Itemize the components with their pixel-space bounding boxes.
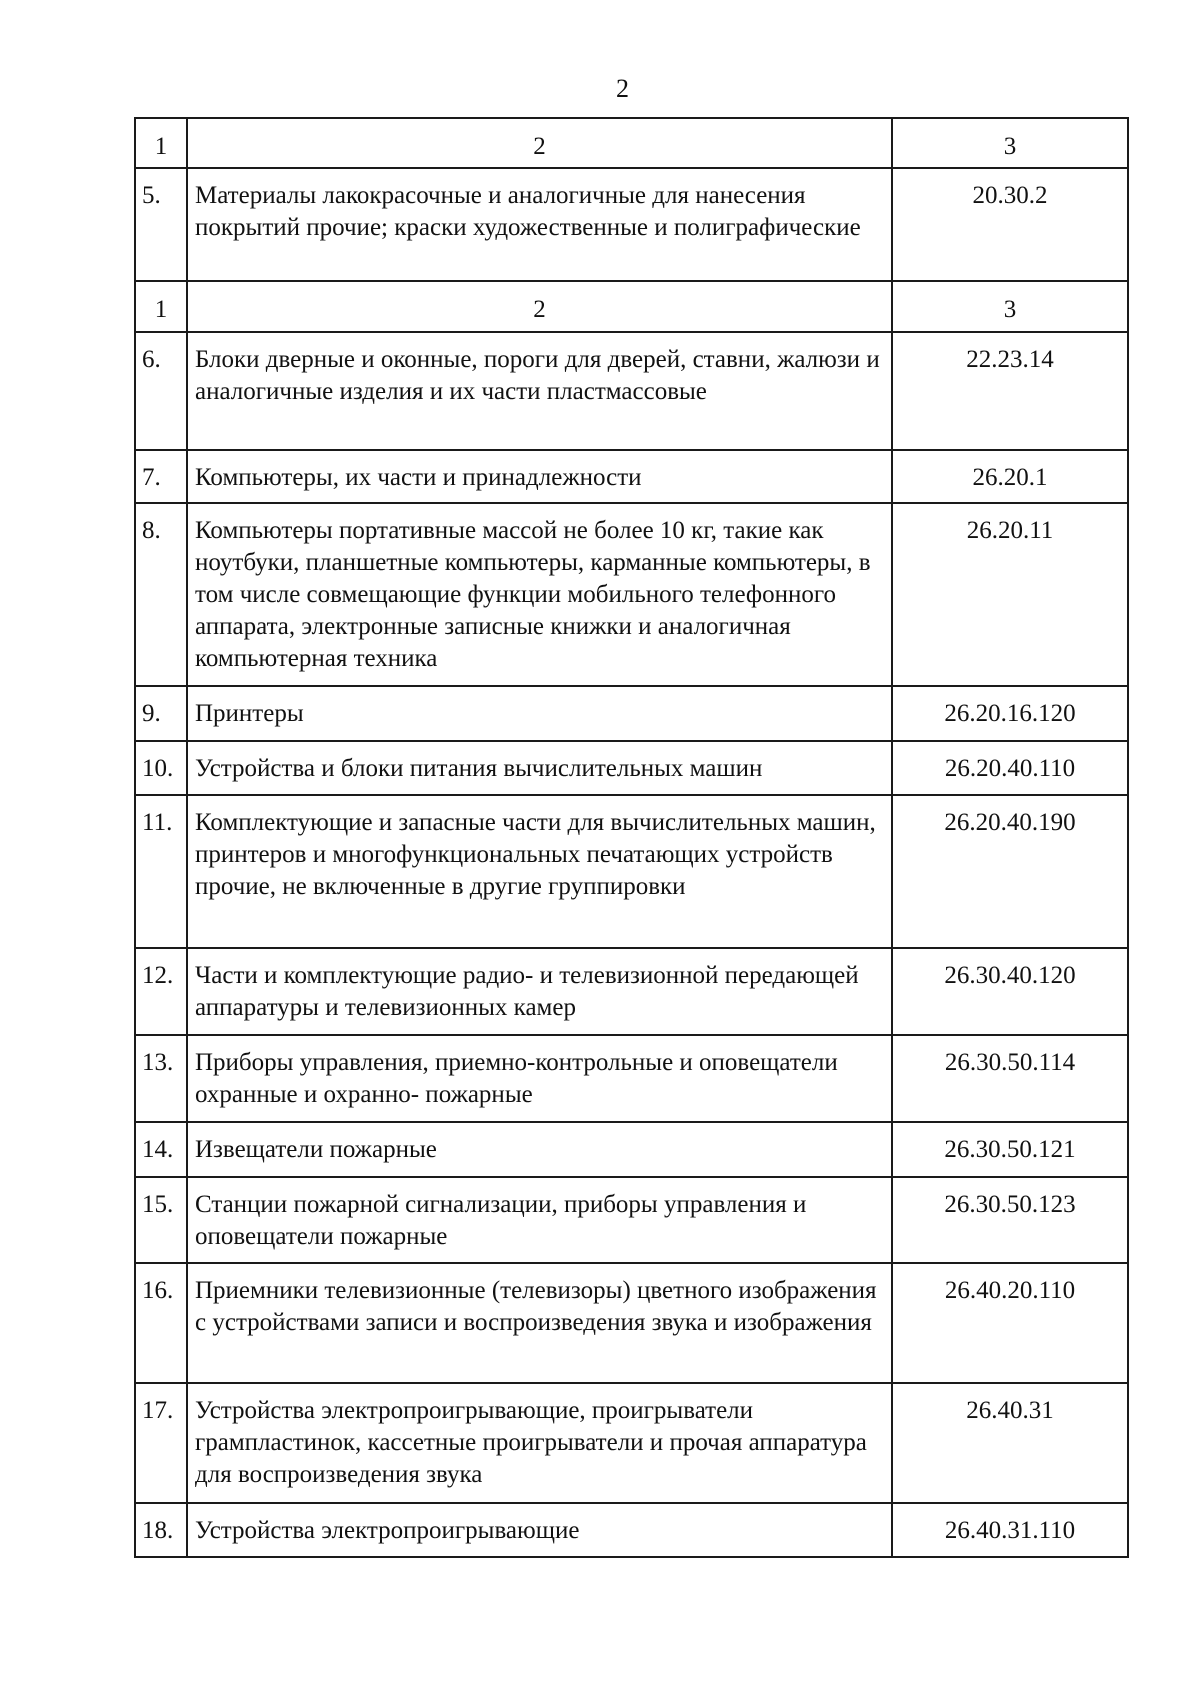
table-row <box>135 795 1128 948</box>
row-name: Устройства и блоки питания вычислительных машин <box>187 741 892 795</box>
page-number: 2 <box>616 74 629 103</box>
row-number: 14. <box>135 1122 187 1177</box>
header-cell-code: 3 <box>892 118 1128 168</box>
table-row <box>135 686 1128 741</box>
row-number: 13. <box>135 1035 187 1122</box>
row-name: Приборы управления, приемно-контрольные и оповещатели охранные и охранно- пожарные <box>187 1035 892 1122</box>
table-row <box>135 1383 1128 1503</box>
row-number: 6. <box>135 332 187 450</box>
row-name: Части и комплектующие радио- и телевизионной передающей аппаратуры и телевизионных камер <box>187 948 892 1035</box>
row-name: Извещатели пожарные <box>187 1122 892 1177</box>
row-name: Компьютеры, их части и принадлежности <box>187 450 892 503</box>
row-name: Станции пожарной сигнализации, приборы управления и оповещатели пожарные <box>187 1177 892 1263</box>
header-cell-name: 2 <box>187 118 892 168</box>
table-row <box>135 332 1128 450</box>
row-code: 26.20.16.120 <box>892 686 1128 741</box>
row-code: 26.20.40.190 <box>892 795 1128 948</box>
row-code: 26.20.11 <box>892 503 1128 686</box>
row-number: 12. <box>135 948 187 1035</box>
row-code: 26.40.31 <box>892 1383 1128 1503</box>
classification-table <box>134 117 1129 1558</box>
table-row <box>135 1177 1128 1263</box>
header-cell-code: 3 <box>892 281 1128 332</box>
table-header-row <box>135 281 1128 332</box>
row-code: 26.30.50.114 <box>892 1035 1128 1122</box>
row-name: Устройства электропроигрывающие <box>187 1503 892 1557</box>
row-number: 15. <box>135 1177 187 1263</box>
row-code: 26.20.1 <box>892 450 1128 503</box>
row-number: 16. <box>135 1263 187 1383</box>
row-code: 26.40.31.110 <box>892 1503 1128 1557</box>
table-row <box>135 1503 1128 1557</box>
row-code: 26.30.50.121 <box>892 1122 1128 1177</box>
table-header-row <box>135 118 1128 168</box>
row-number: 9. <box>135 686 187 741</box>
row-code: 26.20.40.110 <box>892 741 1128 795</box>
table-row <box>135 1263 1128 1383</box>
header-cell-num: 1 <box>135 281 187 332</box>
table-row <box>135 1035 1128 1122</box>
row-number: 7. <box>135 450 187 503</box>
row-number: 11. <box>135 795 187 948</box>
row-name: Блоки дверные и оконные, пороги для дверей, ставни, жалюзи и аналогичные изделия и их части пластмассовые <box>187 332 892 450</box>
row-number: 18. <box>135 1503 187 1557</box>
row-code: 20.30.2 <box>892 168 1128 281</box>
table-row <box>135 503 1128 686</box>
table-row <box>135 450 1128 503</box>
row-code: 26.30.40.120 <box>892 948 1128 1035</box>
table-row <box>135 168 1128 281</box>
row-code: 22.23.14 <box>892 332 1128 450</box>
row-number: 5. <box>135 168 187 281</box>
table-row <box>135 741 1128 795</box>
row-number: 8. <box>135 503 187 686</box>
row-code: 26.40.20.110 <box>892 1263 1128 1383</box>
row-number: 17. <box>135 1383 187 1503</box>
row-name: Приемники телевизионные (телевизоры) цветного изображения с устройствами записи и воспроизведения звука и изображения <box>187 1263 892 1383</box>
row-name: Комплектующие и запасные части для вычислительных машин, принтеров и многофункциональных печатающих устройств прочие, не включенные в другие группировки <box>187 795 892 948</box>
header-cell-num: 1 <box>135 118 187 168</box>
header-cell-name: 2 <box>187 281 892 332</box>
table-row <box>135 948 1128 1035</box>
row-number: 10. <box>135 741 187 795</box>
row-code: 26.30.50.123 <box>892 1177 1128 1263</box>
table-row <box>135 1122 1128 1177</box>
row-name: Компьютеры портативные массой не более 10 кг, такие как ноутбуки, планшетные компьютеры, карманные компьютеры, в том числе совмещающие функции мобильного телефонного аппарата, электронные записные книжки и аналогичная компьютерная техника <box>187 503 892 686</box>
row-name: Принтеры <box>187 686 892 741</box>
row-name: Материалы лакокрасочные и аналогичные для нанесения покрытий прочие; краски художественные и полиграфические <box>187 168 892 281</box>
row-name: Устройства электропроигрывающие, проигрыватели грампластинок, кассетные проигрыватели и прочая аппаратура для воспроизведения звука <box>187 1383 892 1503</box>
